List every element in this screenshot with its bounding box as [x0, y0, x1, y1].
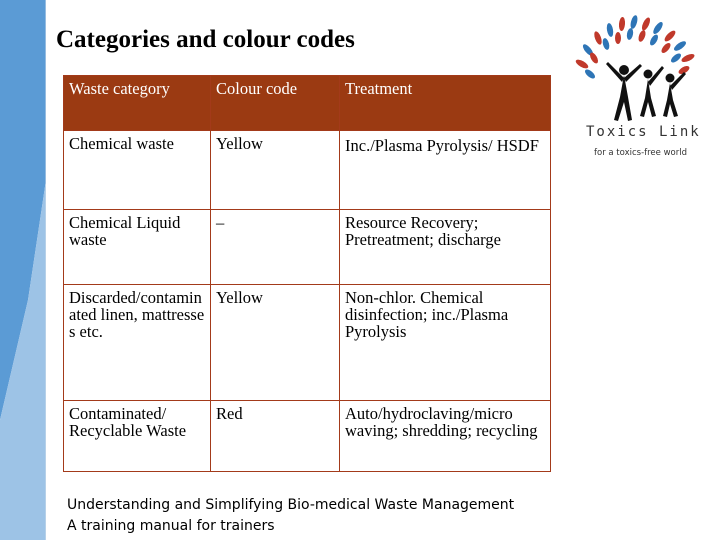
header-colour-code: Colour code — [211, 76, 340, 131]
table-row — [64, 131, 551, 210]
logo-tagline: for a toxics-free world — [594, 148, 687, 158]
table-row — [64, 210, 551, 285]
footer-line-2: A training manual for trainers — [67, 518, 275, 534]
waste-category-cell: Contaminated/ Recyclable Waste — [64, 401, 211, 472]
header-waste-category: Waste category — [64, 76, 211, 131]
logo-name: Toxics Link — [586, 124, 701, 140]
treatment-cell: Inc./Plasma Pyrolysis/ HSDF — [340, 131, 551, 210]
colour-code-cell: – — [211, 210, 340, 285]
colour-code-cell: Red — [211, 401, 340, 472]
treatment-cell: Non-chlor. Chemical disinfection; inc./Plasma Pyrolysis — [340, 285, 551, 401]
table-row — [64, 285, 551, 401]
table-header-row — [64, 76, 551, 131]
waste-categories-table — [63, 75, 551, 472]
header-treatment: Treatment — [340, 76, 551, 131]
footer-citation — [67, 495, 514, 537]
waste-category-cell: Discarded/contaminated linen, mattresses etc. — [64, 285, 211, 401]
left-accent-bar — [0, 0, 46, 540]
colour-code-cell: Yellow — [211, 285, 340, 401]
page-title: Categories and colour codes — [56, 26, 355, 53]
treatment-cell: Auto/hydroclaving/micro waving; shredding; recycling — [340, 401, 551, 472]
waste-category-cell: Chemical Liquid waste — [64, 210, 211, 285]
waste-category-cell: Chemical waste — [64, 131, 211, 210]
colour-code-cell: Yellow — [211, 131, 340, 210]
footer-line-1: Understanding and Simplifying Bio-medical Waste Management — [67, 497, 515, 513]
treatment-cell: Resource Recovery; Pretreatment; discharge — [340, 210, 551, 285]
table-row — [64, 401, 551, 472]
